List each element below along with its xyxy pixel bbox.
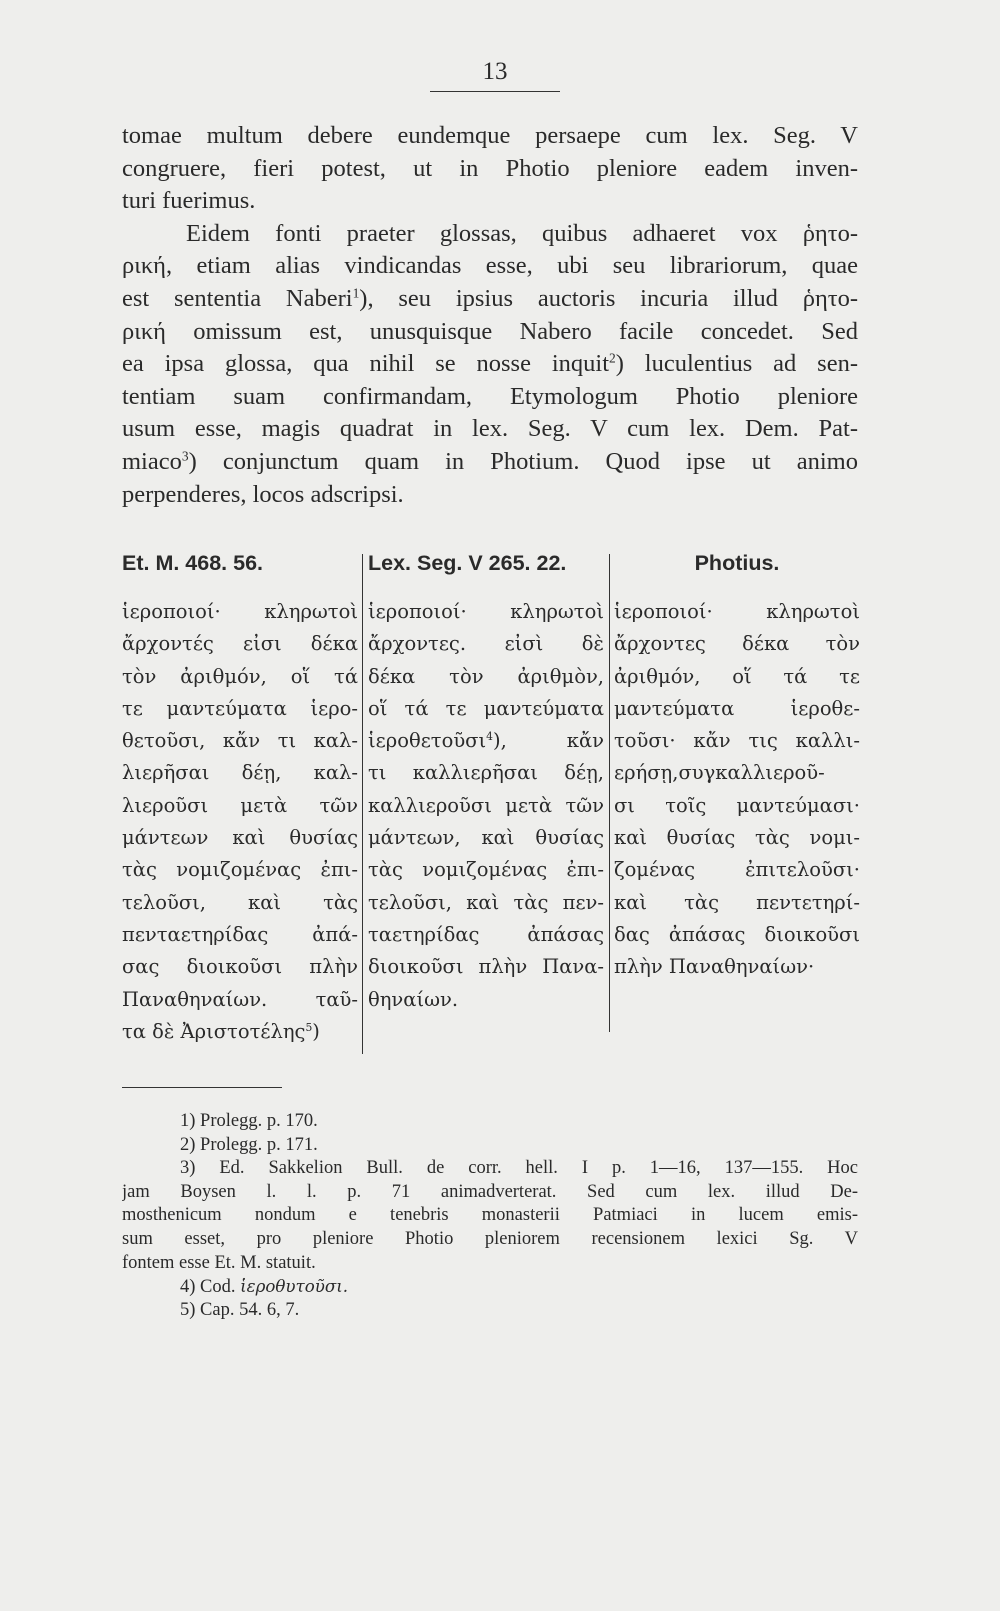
- text-fragment: ea ipsa glossa, qua nihil se nosse inquit: [122, 350, 610, 378]
- text-line: perpenderes, locos adscripsi.: [122, 480, 404, 508]
- column-photius: [614, 548, 860, 984]
- greek-line: ἄρχοντες. εἰσὶ δὲ: [368, 632, 604, 656]
- column-text: [368, 596, 604, 1016]
- greek-line: ζομένας ἐπιτελοῦσι·: [614, 858, 860, 882]
- text-fragment: ): [312, 1019, 320, 1043]
- column-etymologicum: [122, 548, 358, 1048]
- greek-line: ερήσῃ,συγκαλλιεροῦ-: [614, 761, 825, 785]
- greek-line: λιερῆσαι δέῃ, καλ-: [122, 761, 358, 785]
- text-fragment: ), κἄν: [492, 729, 604, 753]
- greek-line: [122, 1016, 358, 1048]
- footnotes: [122, 1110, 858, 1322]
- greek-line: τελοῦσι, καὶ τὰς πεν-: [368, 890, 604, 914]
- column-text: [614, 596, 860, 984]
- comparison-columns: [122, 548, 858, 1068]
- column-divider: [362, 554, 363, 1054]
- greek-line: ἄρχοντες δέκα τὸν: [614, 632, 860, 656]
- footnote: 5) Cap. 54. 6, 7.: [180, 1299, 300, 1320]
- greek-line: θετοῦσι, κἄν τι καλ-: [122, 729, 358, 753]
- footnote-ref: 5: [305, 1020, 313, 1034]
- greek-line: τι καλλιερῆσαι δέῃ,: [368, 761, 604, 785]
- footnote-ref: 4: [486, 730, 493, 744]
- greek-line: μαντεύματα ἱεροθε-: [614, 696, 860, 720]
- greek-line: τὰς νομιζομένας ἐπι-: [122, 858, 358, 882]
- footnote: [122, 1275, 858, 1299]
- column-heading: Photius.: [694, 551, 780, 575]
- greek-line: ἀριθμόν, οἵ τά τε: [614, 664, 860, 688]
- footnote-ref: 2: [609, 350, 616, 366]
- greek-line: οἵ τά τε μαντεύματα: [368, 696, 604, 720]
- greek-line: λιεροῦσι μετὰ τῶν: [122, 793, 358, 817]
- greek-line: καὶ θυσίας τὰς νομι-: [614, 826, 860, 850]
- text-fragment: τα δὲ Ἀριστοτέλης: [122, 1019, 306, 1043]
- greek-line: τε μαντεύματα ἱερο-: [122, 696, 358, 720]
- text-line: [122, 348, 858, 381]
- text-line: Eidem fonti praeter glossas, quibus adhaeret vox ῥητο-: [186, 219, 858, 247]
- greek-line: ἱεροποιοί· κληρωτοὶ: [368, 600, 604, 623]
- greek-line: πενταετηρίδας ἀπά-: [122, 922, 358, 946]
- footnote: sum esset, pro pleniore Photio pleniorem recensionem lexici Sg. V: [122, 1228, 858, 1249]
- column-text: [122, 596, 358, 1048]
- footnote: mosthenicum nondum e tenebris monasterii Patmiaci in lucem emis-: [122, 1205, 858, 1226]
- greek-variant: ἱεροθυτοῦσι.: [240, 1277, 349, 1297]
- text-line: tomae multum debere eundemque persaepe cum lex. Seg. V: [122, 122, 858, 149]
- footnote: 2) Prolegg. p. 171.: [180, 1134, 318, 1155]
- footnote: fontem esse Et. M. statuit.: [122, 1252, 316, 1273]
- greek-line: πλὴν Παναθηναίων·: [614, 955, 815, 979]
- column-heading: Lex. Seg. V 265. 22.: [368, 551, 567, 575]
- column-heading: Et. M. 468. 56.: [122, 551, 264, 575]
- greek-line: ἄρχοντές εἰσι δέκα: [122, 632, 358, 656]
- text-line: ρική omissum est, unusquisque Nabero facile concedet. Sed: [122, 317, 858, 345]
- text-line: ρική, etiam alias vindicandas esse, ubi seu librariorum, quae: [122, 252, 858, 280]
- footnote: jam Boysen l. l. p. 71 animadverterat. Sed cum lex. illud De-: [122, 1181, 858, 1202]
- greek-line: δέκα τὸν ἀριθμὸν,: [368, 664, 604, 688]
- text-fragment: ) luculentius ad sen-: [615, 350, 858, 378]
- greek-line: Παναθηναίων. ταῦ-: [122, 987, 358, 1011]
- footnote: 3) Ed. Sakkelion Bull. de corr. hell. I p. 1—16, 137—155. Hoc: [180, 1158, 858, 1179]
- text-line: usum esse, magis quadrat in lex. Seg. V cum lex. Dem. Pat-: [122, 415, 858, 443]
- greek-line: τελοῦσι, καὶ τὰς: [122, 890, 358, 914]
- text-line: congruere, fieri potest, ut in Photio pleniore eadem inven-: [122, 154, 858, 182]
- text-fragment: ) conjunctum quam in Photium. Quod ipse ut animo: [188, 447, 858, 475]
- footnote-ref: 1: [352, 285, 360, 301]
- greek-line: τὸν ἀριθμόν, οἵ τά: [122, 664, 358, 688]
- page-number: 13: [430, 58, 560, 92]
- body-text: [122, 120, 858, 511]
- greek-line: δας ἀπάσας διοικοῦσι: [614, 922, 860, 946]
- greek-line: [368, 725, 604, 757]
- greek-line: μάντεων καὶ θυσίας: [122, 826, 358, 850]
- text-line: tentiam suam confirmandam, Etymologum Photio pleniore: [122, 382, 858, 410]
- greek-line: καλλιεροῦσι μετὰ τῶν: [368, 793, 604, 817]
- text-fragment: ἱεροθετοῦσι: [368, 729, 487, 753]
- column-lex-seg: [368, 548, 604, 1016]
- greek-line: μάντεων, καὶ θυσίας: [368, 826, 604, 850]
- footnote-divider: [122, 1087, 282, 1088]
- column-divider: [609, 554, 610, 1032]
- text-line: [122, 446, 858, 479]
- footnote: 1) Prolegg. p. 170.: [180, 1111, 318, 1131]
- greek-line: τοῦσι· κἄν τις καλλι-: [614, 729, 860, 753]
- greek-line: σι τοῖς μαντεύμασι·: [614, 793, 860, 817]
- footnote-ref: 3: [181, 448, 189, 464]
- text-fragment: est sententia Naberi: [122, 284, 353, 312]
- greek-line: θηναίων.: [368, 987, 459, 1011]
- text-line: [122, 283, 858, 316]
- greek-line: ἱεροποιοί· κληρωτοὶ: [614, 600, 860, 623]
- greek-line: διοικοῦσι πλὴν Πανα-: [368, 955, 604, 979]
- greek-line: ἱεροποιοί· κληρωτοὶ: [122, 600, 358, 623]
- text-fragment: miaco: [122, 447, 182, 475]
- greek-line: καὶ τὰς πεντετηρί-: [614, 890, 860, 914]
- text-fragment: 4) Cod.: [180, 1277, 236, 1298]
- greek-line: τὰς νομιζομένας ἐπι-: [368, 858, 604, 882]
- text-line: turi fuerimus.: [122, 187, 256, 215]
- greek-line: ταετηρίδας ἀπάσας: [368, 922, 604, 946]
- text-fragment: ), seu ipsius auctoris incuria illud ῥητο-: [359, 284, 858, 312]
- greek-line: σας διοικοῦσι πλὴν: [122, 955, 358, 979]
